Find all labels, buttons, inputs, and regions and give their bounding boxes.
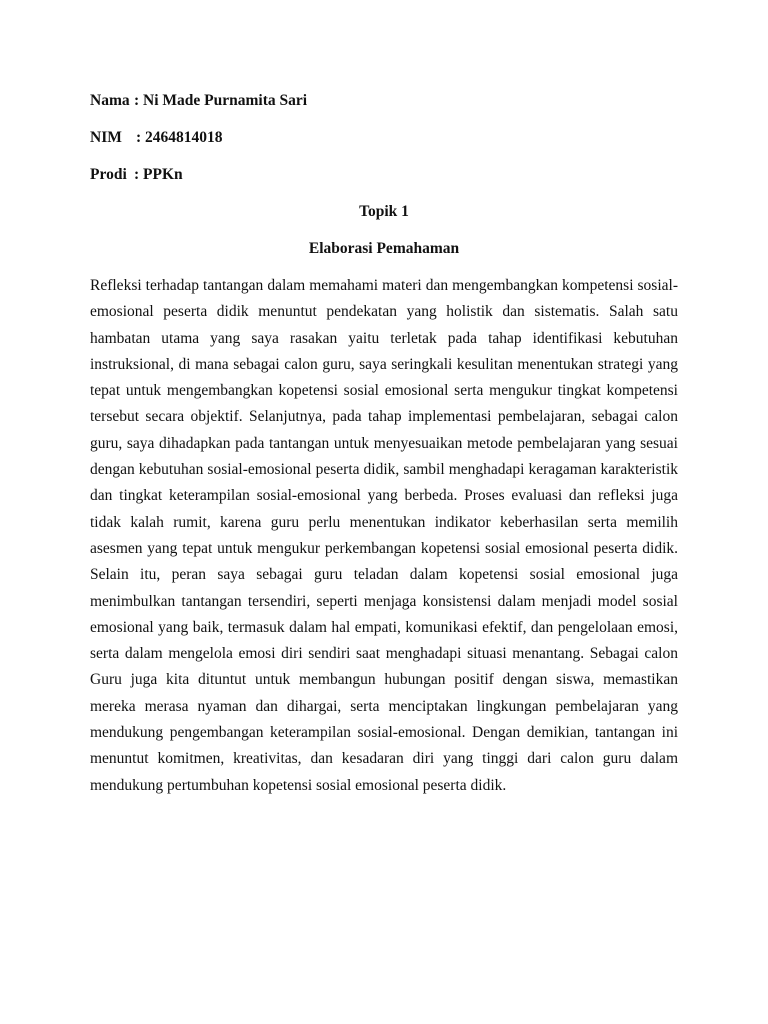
topic-title: Topik 1 [359,203,409,220]
name-value: : Ni Made Purnamita Sari [134,92,308,109]
body-paragraph: Refleksi terhadap tantangan dalam memahami materi dan mengembangkan kompetensi sosial-emosional peserta didik menuntut pendekatan yang holistik dan sistematis. Salah satu hambatan utama yang saya rasakan yaitu terletak pada tahap identifikasi kebutuhan instruksional, di mana sebagai calon guru, saya seringkali kesulitan menentukan strategi yang tepat untuk mengembangkan kopetensi sosial emosional serta mengukur tingkat kompetensi tersebut secara objektif. Selanjutnya, pada tahap implementasi pembelajaran, sebagai calon guru, saya dihadapkan pada tantangan untuk menyesuaikan metode pembelajaran yang sesuai dengan kebutuhan sosial-emosional peserta didik, sambil menghadapi keragaman karakteristik dan tingkat keterampilan sosial-emosional yang berbeda. Proses evaluasi dan refleksi juga tidak kalah rumit, karena guru perlu menentukan indikator keberhasilan serta memilih asesmen yang tepat untuk mengukur perkembangan kopetensi sosial emosional peserta didik. Selain itu, peran saya sebagai guru teladan dalam kopetensi sosial emosional juga menimbulkan tantangan tersendiri, seperti menjaga konsistensi dalam menjadi model sosial emosional yang baik, termasuk dalam hal empati, komunikasi efektif, dan pengelolaan emosi, serta dalam mengelola emosi diri sendiri saat menghadapi situasi menantang. Sebagai calon Guru juga kita dituntut untuk membangun hubungan positif dengan siswa, memastikan mereka merasa nyaman dan dihargai, serta menciptakan lingkungan pembelajaran yang mendukung pengembangan keterampilan sosial-emosional. Dengan demikian, tantangan ini menuntut komitmen, kreativitas, dan kesadaran diri yang tinggi dari calon guru dalam mendukung pertumbuhan kopetensi sosial emosional peserta didik. [90,277,678,794]
section-heading: Elaborasi Pemahaman [308,240,460,257]
nim-label: NIM [90,129,122,146]
prodi-label: Prodi [90,166,127,183]
nim-row [90,125,678,162]
name-row [90,88,678,125]
name-label: Nama [90,92,130,109]
prodi-row [90,162,678,199]
nim-value: : 2464814018 [136,129,223,146]
prodi-value: : PPKn [134,166,183,183]
document-page [90,88,678,814]
